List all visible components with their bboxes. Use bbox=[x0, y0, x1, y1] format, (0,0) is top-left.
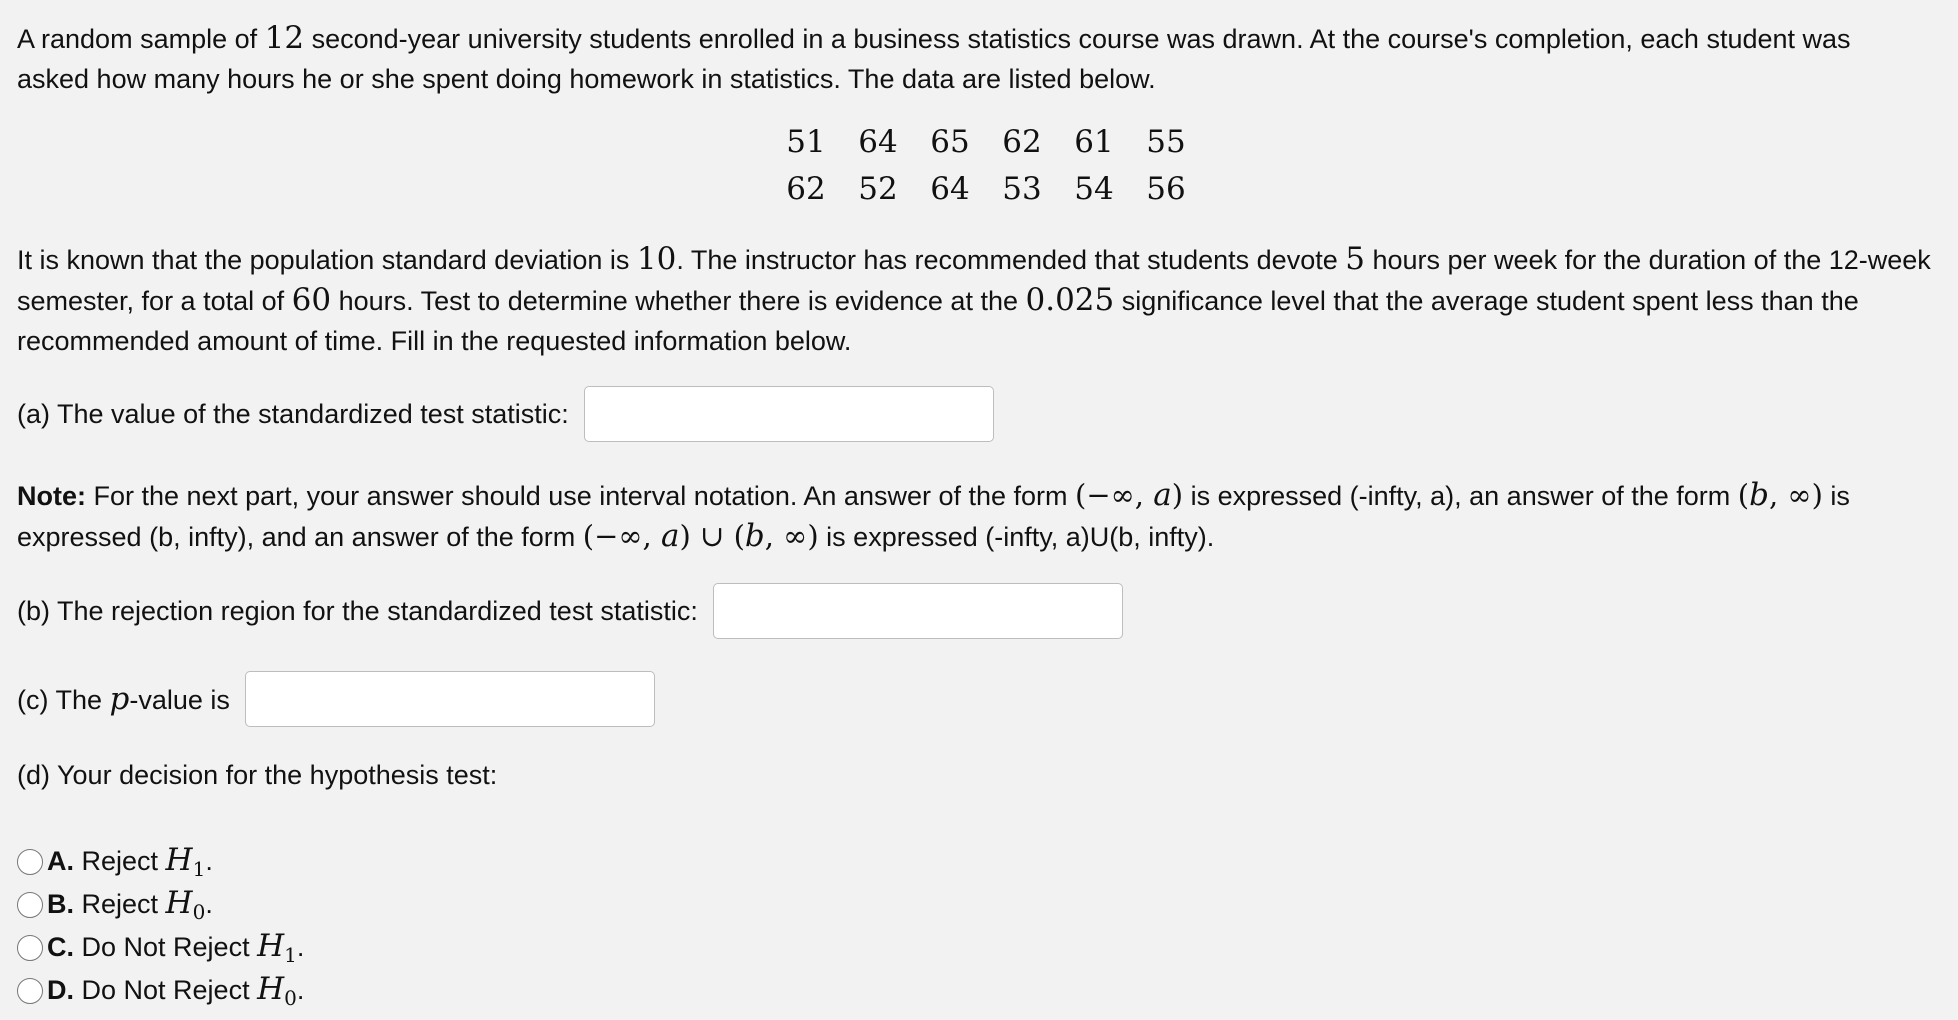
total-hours: 60 bbox=[291, 282, 332, 318]
choice-label bbox=[47, 928, 304, 967]
data-cell: 64 bbox=[930, 170, 970, 207]
data-cell: 55 bbox=[1146, 123, 1186, 160]
interval-notation-note bbox=[17, 475, 1942, 557]
significance-level: 0.025 bbox=[1025, 282, 1115, 318]
setup-text: It is known that the population standard deviation is bbox=[17, 245, 637, 275]
union-symbol: ∪ bbox=[690, 519, 734, 553]
choice-letter: C. bbox=[47, 932, 74, 962]
data-row bbox=[770, 118, 1202, 165]
interval-open: ( bbox=[1737, 478, 1750, 512]
problem-setup bbox=[17, 239, 1942, 361]
interval-close: ) bbox=[1171, 478, 1184, 512]
sample-size: 12 bbox=[264, 20, 305, 56]
interval-close: ) bbox=[679, 519, 691, 553]
interval-tail: , ∞) bbox=[764, 519, 819, 553]
intro-text: A random sample of bbox=[17, 24, 265, 54]
p-value-input[interactable] bbox=[245, 671, 655, 727]
question-b bbox=[17, 583, 1123, 639]
variable-b: b bbox=[1749, 477, 1769, 513]
data-cell: 64 bbox=[858, 123, 898, 160]
radio-button[interactable] bbox=[17, 935, 43, 961]
data-cell: 51 bbox=[786, 123, 826, 160]
data-cell: 65 bbox=[930, 123, 970, 160]
rejection-region-input[interactable] bbox=[713, 583, 1123, 639]
intro-text-2: second-year university students enrolled in a business statistics course was drawn. At the course's completion, each student was asked how many hours he or she spent doing homework in statistics. The data are listed below. bbox=[17, 24, 1851, 94]
test-statistic-input[interactable] bbox=[584, 386, 994, 442]
data-cell: 53 bbox=[1002, 170, 1042, 207]
data-cell: 61 bbox=[1074, 123, 1114, 160]
data-cell: 62 bbox=[1002, 123, 1042, 160]
question-c bbox=[17, 671, 655, 727]
note-label: Note: bbox=[17, 481, 86, 511]
choice-label bbox=[47, 971, 304, 1010]
choice-end: . bbox=[205, 889, 213, 919]
p-symbol: p bbox=[109, 681, 130, 717]
hypothesis-symbol: H bbox=[165, 885, 193, 921]
choice-text: Reject bbox=[74, 889, 166, 919]
choice-letter: D. bbox=[47, 975, 74, 1005]
choice-end: . bbox=[296, 975, 305, 1005]
setup-text-4: hours. Test to determine whether there is evidence at the bbox=[331, 286, 1026, 316]
data-cell: 56 bbox=[1146, 170, 1186, 207]
setup-text-5: significance level that the average student spent less than the recommended amount of time. Fill in the requested information below. bbox=[17, 286, 1859, 356]
question-a-label: (a) The value of the standardized test statistic: bbox=[17, 398, 569, 429]
radio-button[interactable] bbox=[17, 849, 43, 875]
choice-letter: A. bbox=[47, 846, 74, 876]
question-a bbox=[17, 386, 994, 442]
choice-c[interactable] bbox=[17, 926, 304, 969]
variable-a: a bbox=[661, 518, 680, 554]
hours-per-week: 5 bbox=[1345, 241, 1365, 277]
data-table bbox=[770, 118, 1202, 212]
choice-label bbox=[47, 885, 213, 924]
decision-choices bbox=[17, 840, 304, 1012]
setup-text-2: . The instructor has recommended that students devote bbox=[676, 245, 1346, 275]
choice-label bbox=[47, 842, 213, 881]
population-sd: 10 bbox=[636, 241, 677, 277]
choice-text: Do Not Reject bbox=[74, 932, 258, 962]
interval-open: (−∞, bbox=[582, 519, 661, 553]
hypothesis-subscript: 0 bbox=[192, 900, 206, 924]
choice-a[interactable] bbox=[17, 840, 304, 883]
hypothesis-subscript: 1 bbox=[192, 857, 206, 881]
hypothesis-subscript: 0 bbox=[284, 986, 297, 1010]
question-b-label: (b) The rejection region for the standardized test statistic: bbox=[17, 595, 698, 626]
interval-open: (−∞, bbox=[1075, 478, 1154, 512]
question-d-label: (d) Your decision for the hypothesis test: bbox=[17, 760, 498, 790]
note-text-4: is expressed (-infty, a)U(b, infty). bbox=[818, 522, 1215, 552]
note-text: For the next part, your answer should use interval notation. An answer of the form bbox=[86, 481, 1076, 511]
hypothesis-symbol: H bbox=[165, 842, 193, 878]
radio-button[interactable] bbox=[17, 892, 43, 918]
choice-text: Reject bbox=[74, 846, 166, 876]
data-cell: 54 bbox=[1074, 170, 1114, 207]
problem-intro bbox=[17, 18, 1922, 99]
variable-a: a bbox=[1153, 477, 1172, 513]
question-c-label bbox=[17, 681, 230, 717]
data-row bbox=[770, 165, 1202, 212]
interval-open: ( bbox=[733, 519, 745, 553]
choice-end: . bbox=[296, 932, 305, 962]
choice-letter: B. bbox=[47, 889, 74, 919]
question-d bbox=[17, 760, 497, 791]
data-cell: 62 bbox=[786, 170, 826, 207]
choice-b[interactable] bbox=[17, 883, 304, 926]
choice-end: . bbox=[205, 846, 213, 876]
variable-b: b bbox=[744, 518, 765, 554]
choice-text: Do Not Reject bbox=[74, 975, 258, 1005]
hypothesis-symbol: H bbox=[257, 928, 285, 964]
choice-d[interactable] bbox=[17, 969, 304, 1012]
question-c-text: (c) The bbox=[17, 685, 110, 715]
data-cell: 52 bbox=[858, 170, 898, 207]
question-c-text-2: -value is bbox=[129, 685, 230, 715]
note-text-3: is expressed (b, infty), and an answer of the form bbox=[17, 481, 1850, 552]
hypothesis-symbol: H bbox=[257, 971, 285, 1007]
setup-text-3: hours per week for the duration of the 12-week semester, for a total of bbox=[17, 245, 1931, 316]
interval-tail: , ∞) bbox=[1768, 478, 1823, 512]
radio-button[interactable] bbox=[17, 978, 43, 1004]
hypothesis-subscript: 1 bbox=[284, 943, 297, 967]
note-text-2: is expressed (-infty, a), an answer of the form bbox=[1183, 481, 1738, 511]
